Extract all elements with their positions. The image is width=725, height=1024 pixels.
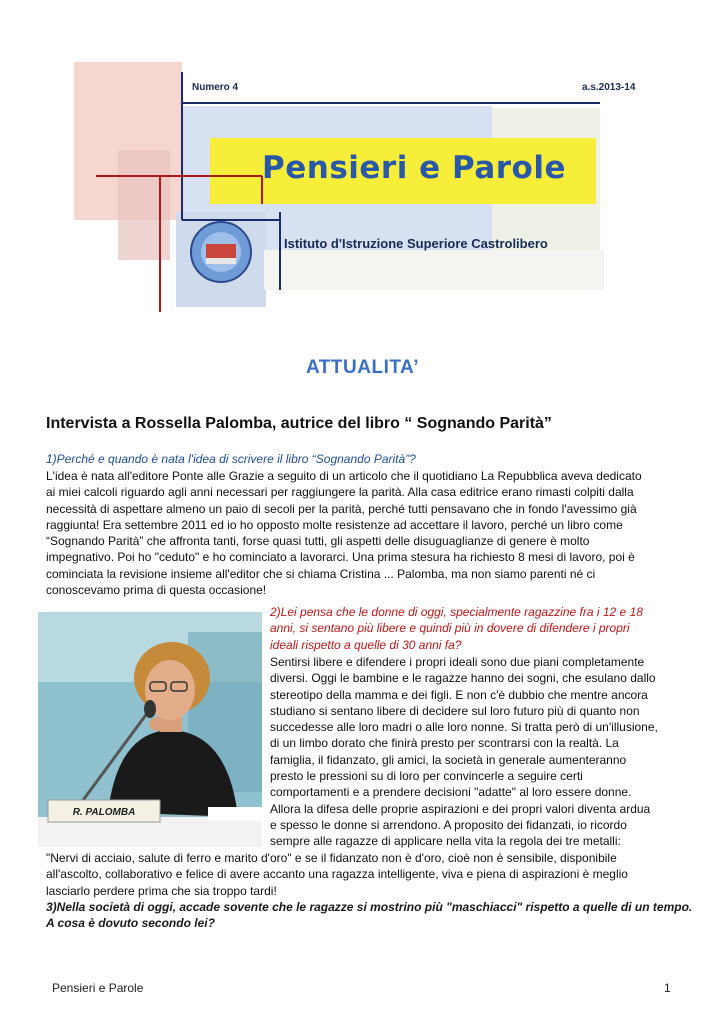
issue-number: Numero 4 — [192, 82, 239, 93]
answer-line: presto le pressioni su di loro per convincerle a seguire certi — [270, 769, 583, 784]
question-3 — [46, 899, 716, 932]
footer-title: Pensieri e Parole — [52, 981, 144, 995]
answer-line: famiglia, il fidanzato, gli amici, la società in generale aumenteranno — [270, 752, 627, 767]
answer-line: "Nervi di acciaio, salute di ferro e marito d'oro" e se il fidanzato non è d'oro, cioè non è sensibile, disponibile — [46, 851, 617, 865]
question-line: 2)Lei pensa che le donne di oggi, specialmente ragazzine fra i 12 e 18 — [270, 605, 643, 619]
answer-line: sempre alle ragazze di applicare nella vita la regola dei tre metalli: — [270, 834, 621, 849]
answer-line: raggiunta! Era settembre 2011 ed io ho opposto molte resistenze ad accettare il lavoro, perché un libro come — [46, 517, 623, 532]
question-line: A cosa è dovuto secondo lei? — [46, 916, 215, 931]
answer-line: cominciata la revisione insieme all'editor che si chiama Cristina ... Palomba, ma non siamo parenti né ci — [46, 566, 596, 581]
answer-line: Allora la difesa delle proprie aspirazioni e dei propri valori diventa ardua — [270, 801, 651, 816]
question-line: 3)Nella società di oggi, accade sovente che le ragazze si mostrino più "maschiacci" rispetto a quelle di un tempo. — [46, 900, 693, 914]
paper — [208, 807, 262, 821]
answer-line: stereotipo della mamma e dei figli. E non c'è dubbio che mentre ancora — [270, 687, 648, 702]
pink-inner-block — [118, 150, 170, 260]
answer-line: “Sognando Parità” che affronta tanti, forse quasi tutti, gli aspetti delle disuguaglianze di genere è molto — [46, 534, 590, 549]
light-band — [264, 250, 604, 290]
page-number: 1 — [664, 981, 671, 995]
section-title: ATTUALITA’ — [306, 357, 419, 378]
answer-line: all'ascolto, collaborativo e felice di avere accanto una ragazza intelligente, viva e piena di aspirazioni è meglio — [46, 867, 628, 882]
answer-1 — [46, 468, 686, 598]
answer-2-full — [46, 850, 706, 899]
answer-2-column — [270, 654, 700, 850]
nameplate-text: R. PALOMBA — [72, 807, 136, 818]
answer-line: diversi. Oggi le bambine e le ragazze hanno dei sogni, che esulano dallo — [270, 671, 656, 686]
answer-line: studiano si sentano libere di decidere sul loro futuro più di quanto non — [270, 703, 640, 718]
microphone-icon — [144, 700, 156, 718]
answer-line: ai miei calcoli riguardo agli anni necessari per raggiungere la parità. Alla casa editrice erano rimasti colpiti dalla — [46, 485, 634, 500]
question-2 — [270, 604, 643, 653]
answer-line: necessità di aspettare almeno un paio di secoli per la parità, perché tutti pensavano che in fondo l'avessimo già — [46, 501, 637, 516]
question-1: 1)Perché e quando è nata l'idea di scrivere il libro “Sognando Parità”? — [46, 452, 416, 466]
photo-illustration — [38, 612, 262, 847]
question-line: anni, si sentano più libere e quindi più in dovere di difendere i propri — [270, 621, 630, 636]
answer-line: Sentirsi libere e difendere i propri ideali sono due piani completamente — [270, 655, 645, 669]
answer-line: lasciarlo perdere prima che sia troppo tardi! — [46, 883, 277, 898]
question-line: ideali rispetto a quelle di 30 anni fa? — [270, 637, 462, 652]
interview-photo — [38, 612, 262, 847]
person-hand — [149, 717, 167, 731]
answer-line: L'idea è nata all'editore Ponte alle Grazie a seguito di un articolo che il quotidiano La Repubblica aveva dedicato — [46, 469, 642, 483]
newsletter-title: Pensieri e Parole — [262, 150, 566, 186]
answer-line: conoscevamo prima di questa occasione! — [46, 583, 267, 598]
logo-building — [206, 244, 236, 258]
masthead — [0, 0, 725, 320]
answer-line: di un limbo dorato che finirà presto per scontrarsi con la realtà. La — [270, 736, 619, 751]
logo-ground — [206, 258, 236, 264]
answer-line: impegnativo. Poi ho "ceduto" e ho cominciato a lavorarci. Una prima stesura ha richiesto 8 mesi di lavoro, poi è — [46, 550, 635, 565]
school-year: a.s.2013-14 — [582, 82, 636, 93]
answer-line: e spesso le donne si arrendono. A proposito dei fidanzati, io ricordo — [270, 817, 627, 832]
school-name: Istituto d'Istruzione Superiore Castrolibero — [284, 236, 548, 251]
answer-line: comportamenti e a prendere decisioni "adatte" al loro essere donne. — [270, 785, 632, 800]
article-title: Intervista a Rossella Palomba, autrice del libro “ Sognando Parità” — [46, 415, 552, 432]
answer-line: succedesse alle loro madri o alle loro nonne. Si tratta però di un'illusione, — [270, 720, 658, 735]
